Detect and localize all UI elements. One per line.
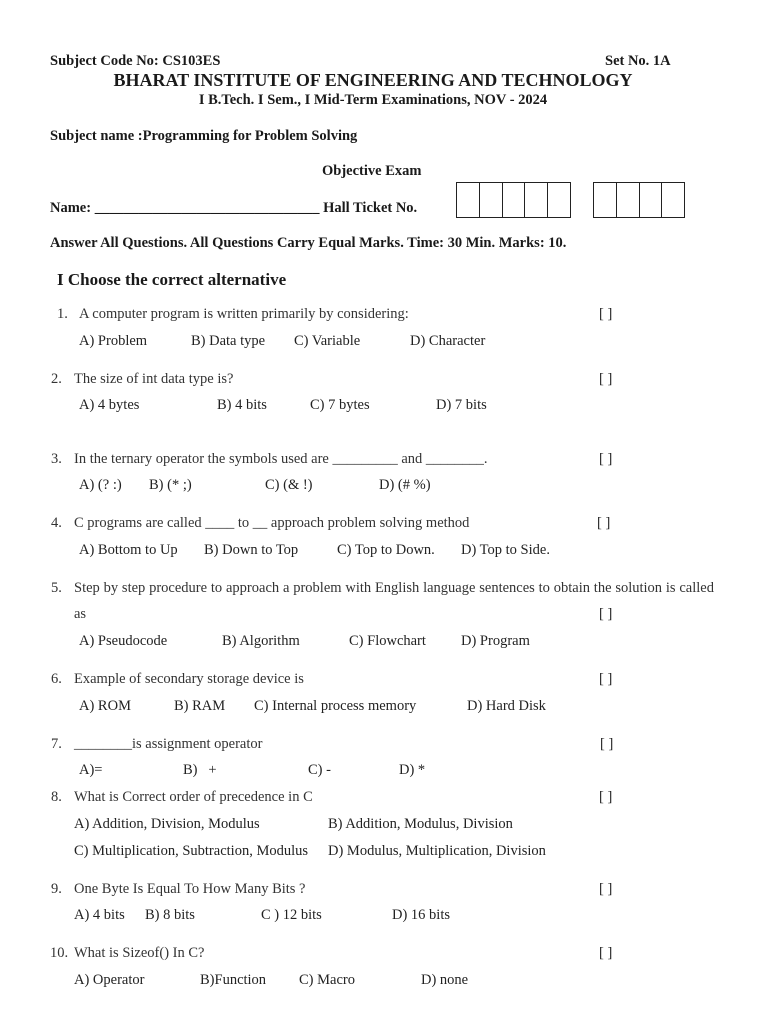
option-c: C) Variable [294,333,361,349]
option-a: A)= [79,762,103,778]
exam-type: Objective Exam [322,163,422,179]
answer-bracket[interactable]: [ ] [599,306,613,322]
option-a: A) Pseudocode [79,633,168,649]
answer-bracket[interactable]: [ ] [599,671,613,687]
option-a: A) Operator [74,972,145,988]
option-b: B) Down to Top [204,542,299,558]
option-d: D) * [399,762,426,778]
option-c: C) 7 bytes [310,397,370,413]
question-text: A computer program is written primarily by considering: [79,306,409,322]
question-text: The size of int data type is? [74,371,234,387]
option-d: D) 7 bits [436,397,487,413]
option-c: C) Top to Down. [337,542,435,558]
answer-bracket[interactable]: [ ] [599,371,613,387]
option-d: D) Character [410,333,486,349]
hall-ticket-boxes-left[interactable] [456,182,571,218]
question-number: 4. [51,515,62,531]
option-c: C) (& !) [265,477,313,493]
option-d: D) none [421,972,469,988]
subject-name: Subject name :Programming for Problem Solving [50,128,358,144]
question-text: C programs are called ____ to __ approach problem solving method [74,515,470,531]
option-c: C) Internal process memory [254,698,417,714]
option-c: C) Flowchart [349,633,426,649]
question-number: 10. [50,945,69,961]
hall-ticket-boxes-right[interactable] [593,182,685,218]
question-text: What is Sizeof() In C? [74,945,205,961]
option-b: B)Function [200,972,267,988]
option-d: D) Program [461,633,530,649]
answer-bracket[interactable]: [ ] [599,789,613,805]
set-number: Set No. 1A [605,53,671,69]
answer-bracket[interactable]: [ ] [597,515,611,531]
option-d: D) Top to Side. [461,542,550,558]
section-title: I Choose the correct alternative [57,270,287,289]
answer-bracket[interactable]: [ ] [600,736,614,752]
option-c: C) Multiplication, Subtraction, Modulus [74,843,309,859]
question-number: 1. [57,306,68,322]
option-d: D) 16 bits [392,907,450,923]
option-d: D) Hard Disk [467,698,546,714]
option-c: C ) 12 bits [261,907,322,923]
question-text: ________is assignment operator [74,736,263,752]
question-text: In the ternary operator the symbols used are _________ and ________. [74,451,488,467]
question-number: 7. [51,736,62,752]
option-a: A) (? :) [79,477,122,493]
option-b: B) 4 bits [217,397,267,413]
question-text: Example of secondary storage device is [74,671,304,687]
question-number: 9. [51,881,62,897]
question-number: 2. [51,371,62,387]
answer-bracket[interactable]: [ ] [599,881,613,897]
question-text: Step by step procedure to approach a problem with English language sentences to obtain the solution is called as [74,580,714,622]
option-a: A) 4 bits [74,907,125,923]
name-field-label: Name: _______________________________ Hall Ticket No. [50,200,418,216]
option-a: A) 4 bytes [79,397,140,413]
option-b: B) Algorithm [222,633,300,649]
option-d: D) (# %) [379,477,431,493]
option-a: A) Addition, Division, Modulus [74,816,260,832]
question-number: 8. [51,789,62,805]
option-b: B) (* ;) [149,477,192,493]
option-b: B) Addition, Modulus, Division [328,816,513,832]
option-a: A) ROM [79,698,131,714]
question-number: 5. [51,580,62,596]
option-b: B) RAM [174,698,226,714]
option-c: C) Macro [299,972,355,988]
answer-bracket[interactable]: [ ] [599,606,613,622]
question-number: 3. [51,451,62,467]
subject-code: Subject Code No: CS103ES [50,53,221,69]
option-d: D) Modulus, Multiplication, Division [328,843,546,859]
option-a: A) Problem [79,333,148,349]
option-b: B) + [183,762,217,778]
question-text: One Byte Is Equal To How Many Bits ? [74,881,306,897]
instructions: Answer All Questions. All Questions Carry Equal Marks. Time: 30 Min. Marks: 10. [50,235,567,251]
question-text: What is Correct order of precedence in C [74,789,313,805]
answer-bracket[interactable]: [ ] [599,451,613,467]
option-c: C) - [308,762,331,778]
answer-bracket[interactable]: [ ] [599,945,613,961]
institute-name: BHARAT INSTITUTE OF ENGINEERING AND TECHNOLOGY [113,70,633,90]
option-b: B) Data type [191,333,266,349]
option-b: B) 8 bits [145,907,195,923]
question-number: 6. [51,671,62,687]
option-a: A) Bottom to Up [79,542,178,558]
exam-info: I B.Tech. I Sem., I Mid-Term Examinations, NOV - 2024 [198,92,548,108]
